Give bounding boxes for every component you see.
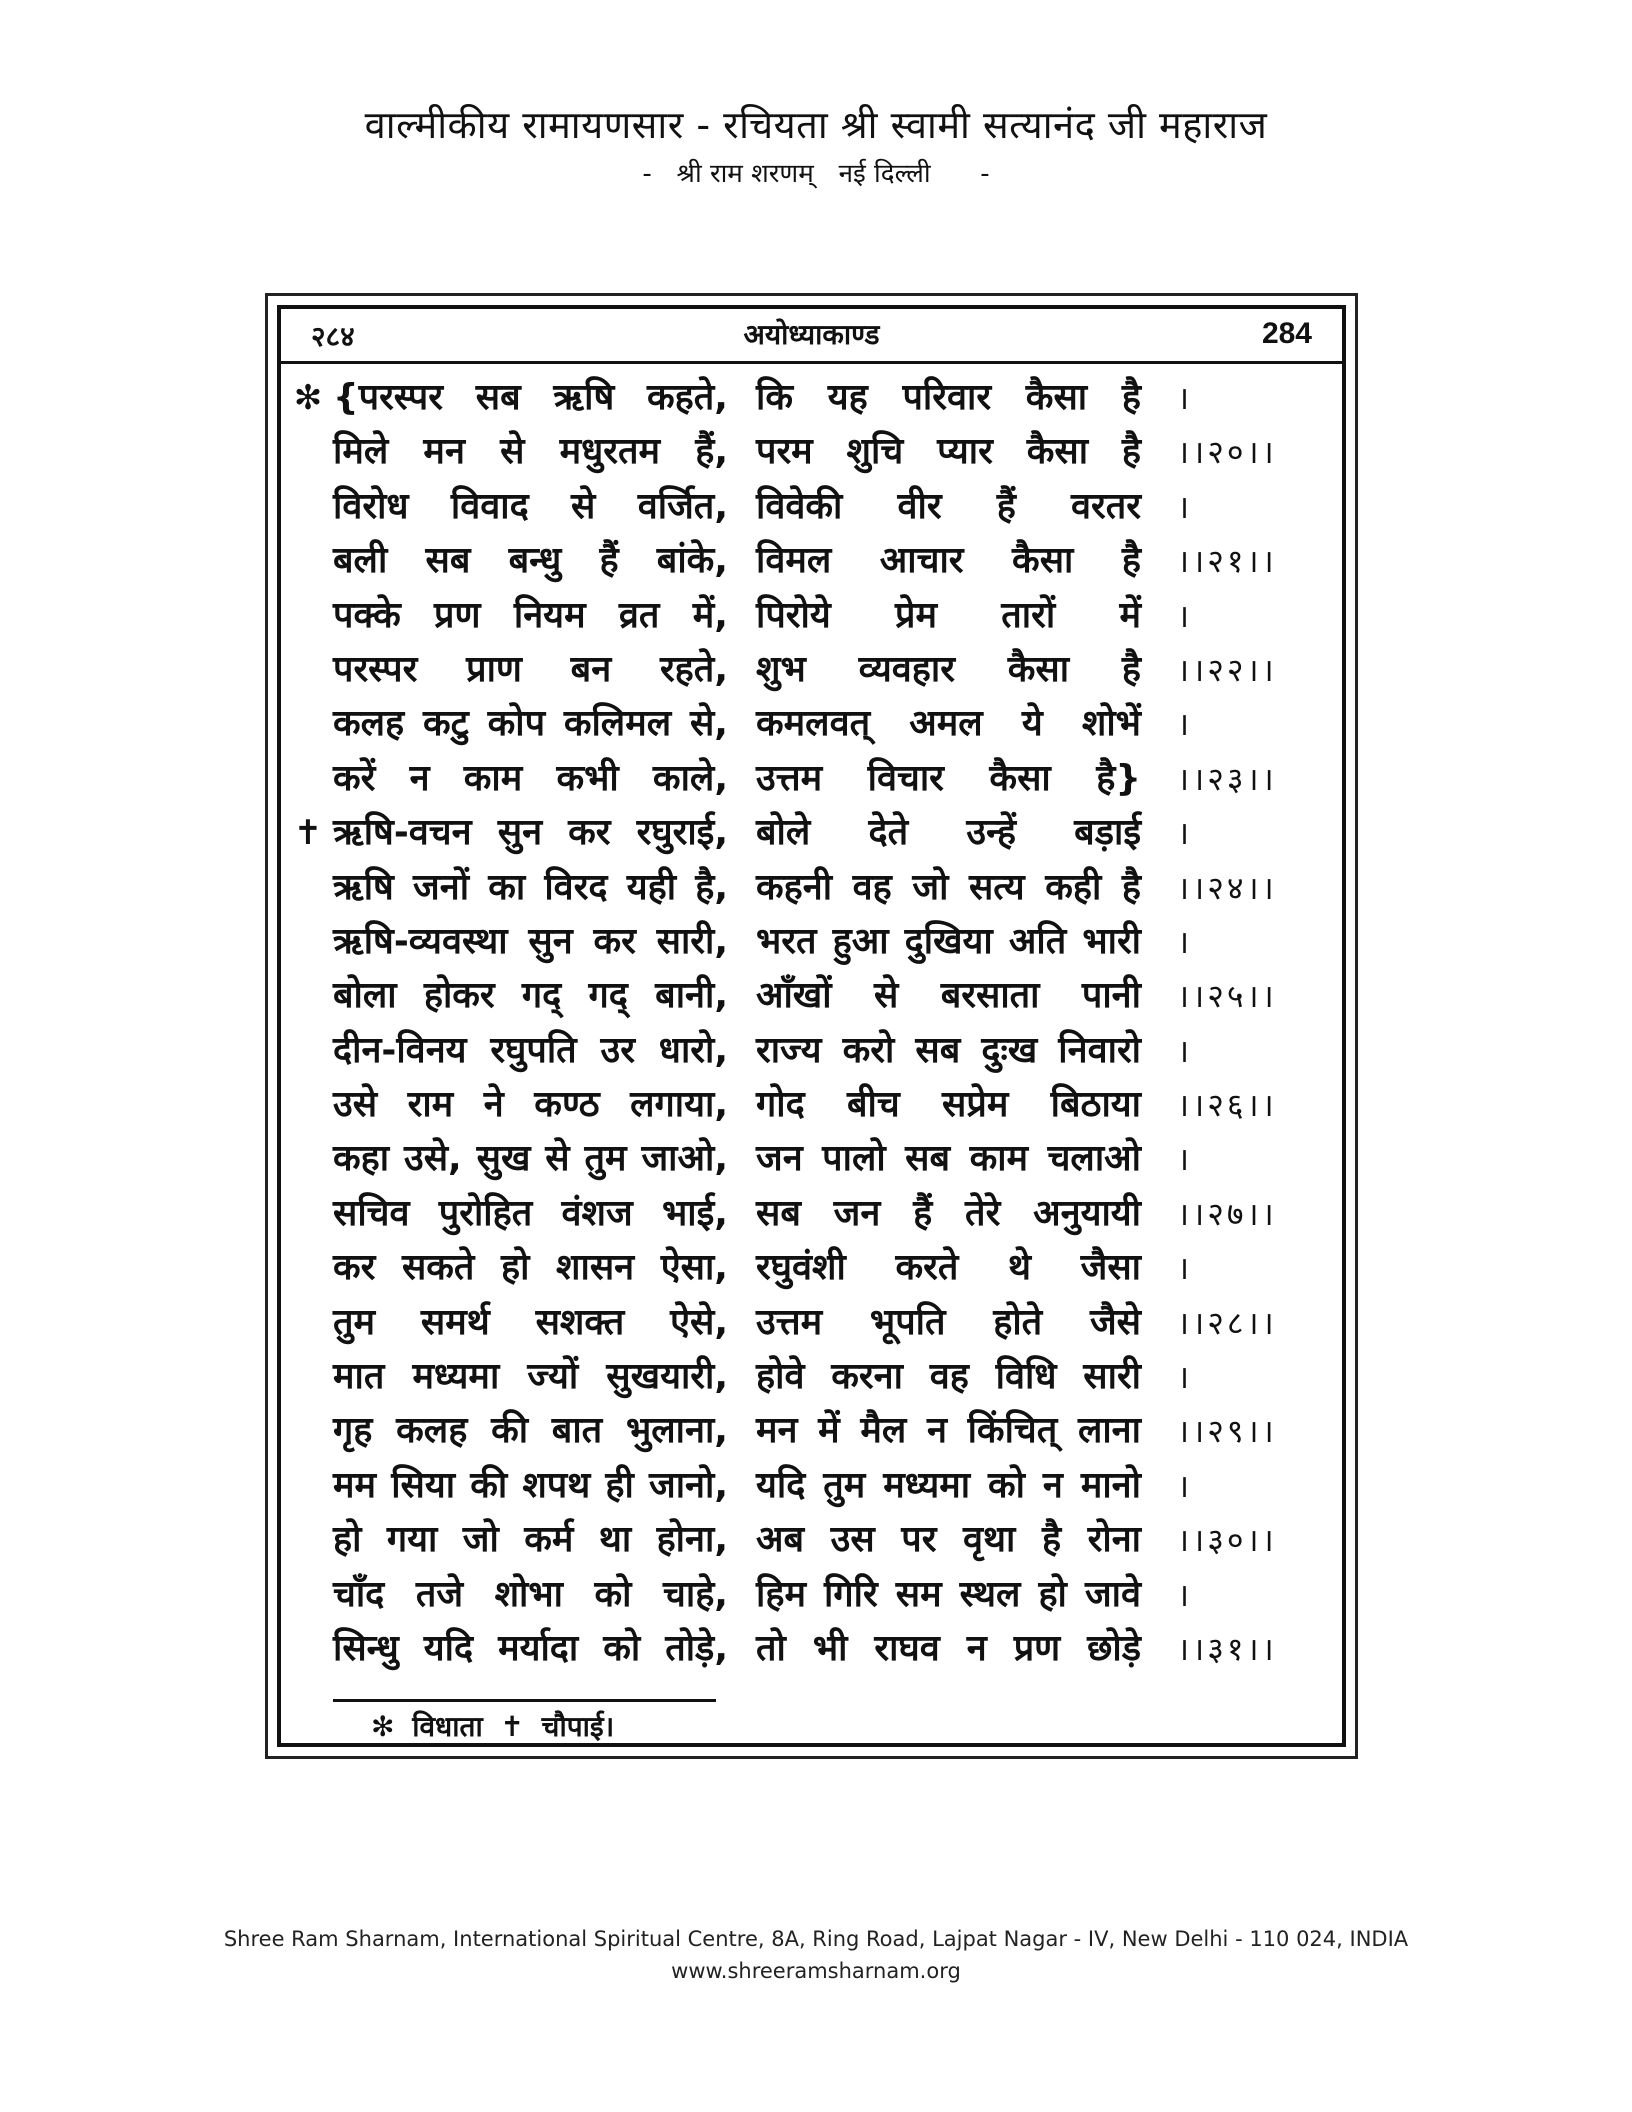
verse-first-half: बली सब बन्धु हैं बांके,: [333, 540, 728, 582]
verse-first-half: पक्के प्रण नियम व्रत में,: [333, 594, 728, 636]
verse-end-marker: ।।२०।।: [1177, 433, 1277, 472]
verse-end-marker: ।: [1177, 1358, 1193, 1397]
verse-row: [291, 425, 1331, 479]
verse-end-marker: ।।२९।।: [1177, 1412, 1277, 1451]
verse-second-half: आँखों से बरसाता पानी: [756, 975, 1141, 1017]
verse-row: [291, 1350, 1331, 1404]
verse-row: [291, 969, 1331, 1023]
footer-website: www.shreeramsharnam.org: [671, 1959, 961, 1983]
page-header: [281, 309, 1342, 364]
verse-row: [291, 643, 1331, 697]
verse-row: [291, 1459, 1331, 1513]
verse-first-half: गृह कलह की बात भुलाना,: [333, 1410, 728, 1452]
verse-first-half: मिले मन से मधुरतम हैं,: [333, 431, 728, 473]
verse-second-half: उत्तम विचार कैसा है}: [756, 757, 1141, 799]
verse-second-half: विमल आचार कैसा है: [756, 540, 1141, 582]
verse-row: [291, 1622, 1331, 1676]
verse-row: [291, 1296, 1331, 1350]
verse-second-half: परम शुचि प्यार कैसा है: [756, 431, 1141, 473]
page-number-devanagari: २८४: [311, 320, 355, 353]
verse-first-half: ऋषि-वचन सुन कर रघुराई,: [333, 812, 728, 854]
verse-first-half: हो गया जो कर्म था होना,: [333, 1519, 728, 1561]
verse-end-marker: ।: [1177, 1249, 1193, 1288]
verse-row: [291, 1078, 1331, 1132]
verse-second-half: होवे करना वह विधि सारी: [756, 1356, 1141, 1398]
verse-second-half: तो भी राघव न प्रण छोड़े: [756, 1627, 1141, 1669]
verse-second-half: सब जन हैं तेरे अनुयायी: [756, 1192, 1141, 1234]
verse-first-half: विरोध विवाद से वर्जित,: [333, 485, 728, 527]
verse-end-marker: ।: [1177, 1575, 1193, 1614]
verse-end-marker: ।: [1177, 379, 1193, 417]
verse-end-marker: ।: [1177, 1140, 1193, 1179]
verse-end-marker: ।।२५।।: [1177, 977, 1277, 1016]
verse-first-half: सचिव पुरोहित वंशज भाई,: [333, 1192, 728, 1234]
verse-first-half: कर सकते हो शासन ऐसा,: [333, 1247, 728, 1289]
verse-end-marker: ।: [1177, 1031, 1193, 1070]
verse-first-half: कहा उसे, सुख से तुम जाओ,: [333, 1138, 728, 1180]
verse-end-marker: ।।२३।।: [1177, 759, 1277, 798]
document-footer: [0, 1923, 1632, 1987]
verse-second-half: गोद बीच सप्रेम बिठाया: [756, 1084, 1141, 1126]
verse-first-half: दीन-विनय रघुपति उर धारो,: [333, 1029, 728, 1071]
verse-end-marker: ।।२८।।: [1177, 1303, 1277, 1342]
verse-row: [291, 915, 1331, 969]
verse-second-half: हिम गिरि सम स्थल हो जावे: [756, 1573, 1141, 1615]
verse-row: [291, 371, 1331, 425]
footer-address: Shree Ram Sharnam, International Spiritual Centre, 8A, Ring Road, Lajpat Nagar - IV, New Delhi - 110 024, INDIA: [223, 1927, 1409, 1951]
verse-first-half: परस्पर प्राण बन रहते,: [333, 648, 728, 690]
verse-row: [291, 1568, 1331, 1622]
verse-row: [291, 480, 1331, 534]
verse-row: [291, 1513, 1331, 1567]
verse-second-half: जन पालो सब काम चलाओ: [756, 1138, 1141, 1180]
verse-end-marker: ।: [1177, 1466, 1193, 1505]
verse-second-half: बोले देते उन्हें बड़ाई: [756, 812, 1141, 854]
verse-row: [291, 1241, 1331, 1295]
verse-first-half: ऋषि जनों का विरद यही है,: [333, 866, 728, 908]
verse-end-marker: ।: [1177, 814, 1193, 853]
verse-first-half: ऋषि-व्यवस्था सुन कर सारी,: [333, 920, 728, 962]
verse-first-half: मात मध्यमा ज्यों सुखयारी,: [333, 1356, 728, 1398]
section-title: अयोध्याकाण्ड: [743, 318, 880, 351]
verse-second-half: मन में मैल न किंचित् लाना: [756, 1410, 1141, 1452]
verse-end-marker: ।।२७।।: [1177, 1194, 1277, 1233]
verse-row: [291, 752, 1331, 806]
verse-row: [291, 1404, 1331, 1458]
verse-first-half: उसे राम ने कण्ठ लगाया,: [333, 1084, 728, 1126]
verse-end-marker: ।।२६।।: [1177, 1086, 1277, 1125]
verse-row: [291, 697, 1331, 751]
verse-first-half: चाँद तजे शोभा को चाहे,: [333, 1573, 728, 1615]
document-title: वाल्मीकीय रामायणसार - रचियता श्री स्वामी सत्यानंद जी महाराज: [364, 103, 1268, 147]
verse-first-half: {परस्पर सब ऋषि कहते,: [333, 377, 728, 418]
verse-first-half: सिन्धु यदि मर्यादा को तोड़े,: [333, 1627, 728, 1669]
cross-marker-icon: ✝: [293, 813, 323, 854]
verse-end-marker: ।।२४।।: [1177, 868, 1277, 907]
verse-end-marker: ।।२१।।: [1177, 542, 1277, 581]
verse-end-marker: ।।३१।।: [1177, 1629, 1277, 1668]
verse-first-half: कलह कटु कोप कलिमल से,: [333, 703, 728, 745]
verse-second-half: भरत हुआ दुखिया अति भारी: [756, 920, 1141, 962]
verse-first-half: बोला होकर गद् गद् बानी,: [333, 975, 728, 1017]
verse-row: [291, 806, 1331, 860]
footnote: ✻ विधाता ✝ चौपाई।: [371, 1710, 615, 1743]
verse-row: [291, 589, 1331, 643]
verse-first-half: करें न काम कभी काले,: [333, 757, 728, 799]
verse-end-marker: ।।३०।।: [1177, 1521, 1277, 1560]
verse-end-marker: ।: [1177, 922, 1193, 961]
verse-second-half: अब उस पर वृथा है रोना: [756, 1519, 1141, 1561]
asterisk-marker-icon: ✻: [293, 378, 323, 418]
verse-second-half: रघुवंशी करते थे जैसा: [756, 1247, 1141, 1289]
verse-end-marker: ।।२२।।: [1177, 650, 1277, 689]
verse-block: [291, 371, 1331, 1676]
document-subtitle: - श्री राम शरणम् नई दिल्ली -: [642, 159, 990, 189]
document-header: [0, 100, 1632, 192]
verse-row: [291, 534, 1331, 588]
verse-row: [291, 1024, 1331, 1078]
verse-row: [291, 1132, 1331, 1186]
verse-row: [291, 1187, 1331, 1241]
page-number: 284: [1261, 317, 1312, 350]
page-frame: [265, 293, 1358, 1759]
verse-second-half: पिरोये प्रेम तारों में: [756, 594, 1141, 636]
verse-second-half: कमलवत् अमल ये शोभें: [756, 703, 1141, 745]
verse-first-half: तुम समर्थ सशक्त ऐसे,: [333, 1301, 728, 1343]
verse-end-marker: ।: [1177, 596, 1193, 635]
verse-row: [291, 861, 1331, 915]
verse-second-half: शुभ व्यवहार कैसा है: [756, 648, 1141, 690]
verse-end-marker: ।: [1177, 487, 1193, 526]
verse-second-half: कि यह परिवार कैसा है: [756, 377, 1141, 418]
verse-second-half: विवेकी वीर हैं वरतर: [756, 485, 1141, 527]
verse-first-half: मम सिया की शपथ ही जानो,: [333, 1464, 728, 1506]
verse-second-half: राज्य करो सब दुःख निवारो: [756, 1029, 1141, 1071]
page-frame-inner: [277, 305, 1346, 1747]
verse-end-marker: ।: [1177, 705, 1193, 744]
verse-second-half: उत्तम भूपति होते जैसे: [756, 1301, 1141, 1343]
footnote-divider: [333, 1699, 716, 1702]
verse-second-half: कहनी वह जो सत्य कही है: [756, 866, 1141, 908]
verse-second-half: यदि तुम मध्यमा को न मानो: [756, 1464, 1141, 1506]
